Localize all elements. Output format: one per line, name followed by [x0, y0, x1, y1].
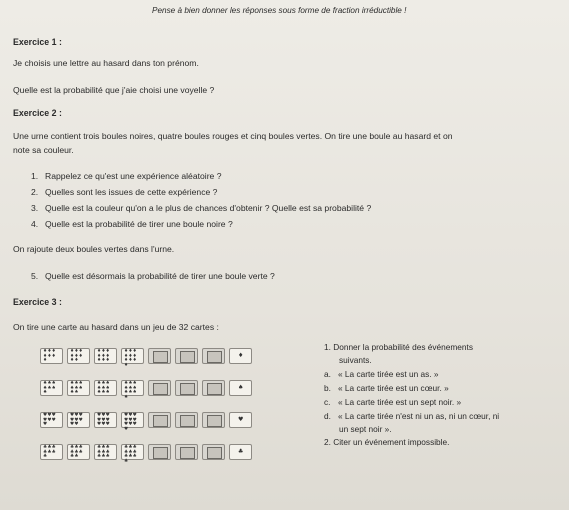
playing-card — [67, 412, 90, 428]
playing-card — [121, 412, 144, 432]
playing-card — [175, 380, 198, 396]
playing-card — [121, 348, 144, 368]
playing-card — [229, 444, 252, 460]
question-number: 1. — [31, 171, 39, 181]
ace-pip-icon: ♦ — [238, 352, 244, 359]
ace-pip-icon: ♣ — [238, 448, 244, 455]
playing-card — [229, 380, 252, 396]
card-pips-icon: ♠♠♠♠♠♠♠♠♠ — [97, 381, 110, 396]
playing-card — [121, 380, 144, 400]
exercise-1-line-1: Je choisis une lettre au hasard dans ton prénom. — [13, 58, 199, 68]
card-pips-icon: ♣♣♣♣♣♣♣ — [43, 445, 56, 460]
exercise-2-question-4 — [31, 219, 233, 230]
playing-card — [94, 444, 117, 460]
event-letter: d. — [324, 411, 331, 421]
exercise-3-intro: On tire une carte au hasard dans un jeu de 32 cartes : — [13, 322, 219, 332]
face-card-figure-icon — [153, 415, 168, 427]
exercise-2-question-3 — [31, 203, 371, 214]
playing-card — [175, 348, 198, 364]
face-card-figure-icon — [180, 383, 195, 395]
exercise-3-q1-line-1: 1. Donner la probabilité des événements — [324, 342, 473, 352]
question-number: 4. — [31, 219, 39, 229]
face-card-figure-icon — [153, 447, 168, 459]
face-card-figure-icon — [153, 383, 168, 395]
event-text: « La carte tirée est un sept noir. » — [338, 397, 462, 407]
question-text: Quelle est désormais la probabilité de tirer une boule verte ? — [45, 271, 275, 281]
exercise-3-event-a — [324, 369, 439, 380]
face-card-figure-icon — [207, 383, 222, 395]
header-note: Pense à bien donner les réponses sous forme de fraction irréductible ! — [152, 6, 407, 15]
exercise-2-addition: On rajoute deux boules vertes dans l'urne. — [13, 244, 175, 254]
playing-card — [202, 348, 225, 364]
card-pips-icon: ♣♣♣♣♣♣♣♣♣ — [97, 445, 110, 460]
playing-card — [202, 380, 225, 396]
exercise-3-question-2: 2. Citer un événement impossible. — [324, 437, 450, 447]
question-text: Quelle est la couleur qu'on a le plus de chances d'obtenir ? Quelle est sa probabilité ? — [45, 203, 372, 213]
playing-card — [202, 412, 225, 428]
face-card-figure-icon — [180, 415, 195, 427]
card-pips-icon: ♦♦♦♦♦♦♦ — [43, 349, 56, 364]
face-card-figure-icon — [180, 351, 195, 363]
exercise-3-event-d-continued: un sept noir ». — [339, 424, 392, 434]
card-pips-icon: ♦♦♦♦♦♦♦♦ — [70, 349, 83, 364]
face-card-figure-icon — [207, 415, 222, 427]
event-text: « La carte tirée est un cœur. » — [338, 383, 449, 393]
question-number: 2. — [31, 187, 39, 197]
playing-card — [40, 412, 63, 428]
playing-card — [175, 444, 198, 460]
event-text: « La carte tirée est un as. » — [338, 369, 439, 379]
playing-card — [94, 348, 117, 364]
face-card-figure-icon — [180, 447, 195, 459]
playing-card — [40, 380, 63, 396]
playing-card — [175, 412, 198, 428]
card-pips-icon: ♠♠♠♠♠♠♠♠ — [70, 381, 83, 396]
playing-card — [67, 380, 90, 396]
card-pips-icon: ♠♠♠♠♠♠♠ — [43, 381, 56, 396]
card-pips-icon: ♥♥♥♥♥♥♥♥♥♥ — [124, 413, 137, 432]
playing-card — [229, 412, 252, 428]
playing-card — [148, 412, 171, 428]
playing-card — [202, 444, 225, 460]
playing-card — [67, 444, 90, 460]
playing-card — [40, 444, 63, 460]
exercise-3-q1-line-2: suivants. — [339, 355, 372, 365]
playing-card — [148, 348, 171, 364]
exercise-2-question-2 — [31, 187, 217, 198]
playing-card — [229, 348, 252, 364]
event-letter: c. — [324, 397, 331, 407]
question-number: 5. — [31, 271, 39, 281]
question-text: Quelles sont les issues de cette expérience ? — [45, 187, 218, 197]
playing-card — [67, 348, 90, 364]
question-number: 3. — [31, 203, 39, 213]
playing-card — [148, 444, 171, 460]
exercise-3-event-c — [324, 397, 461, 408]
exercise-1-title: Exercice 1 : — [13, 37, 62, 47]
playing-card — [94, 412, 117, 428]
card-pips-icon: ♠♠♠♠♠♠♠♠♠♠ — [124, 381, 137, 400]
card-deck-image — [40, 341, 250, 481]
card-pips-icon: ♦♦♦♦♦♦♦♦♦♦ — [124, 349, 137, 368]
exercise-2-title: Exercice 2 : — [13, 108, 62, 118]
card-pips-icon: ♦♦♦♦♦♦♦♦♦ — [97, 349, 110, 364]
question-text: Rappelez ce qu'est une expérience aléatoire ? — [45, 171, 222, 181]
question-text: Quelle est la probabilité de tirer une boule noire ? — [45, 219, 233, 229]
exercise-2-question-5 — [31, 271, 275, 282]
face-card-figure-icon — [207, 351, 222, 363]
exercise-3-event-d — [324, 411, 499, 422]
card-pips-icon: ♥♥♥♥♥♥♥♥ — [70, 413, 83, 428]
exercise-2-intro-line-2: note sa couleur. — [13, 145, 74, 155]
event-letter: a. — [324, 369, 331, 379]
event-text: « La carte tirée n'est ni un as, ni un cœur, ni — [338, 411, 500, 421]
card-pips-icon: ♥♥♥♥♥♥♥ — [43, 413, 56, 428]
playing-card — [148, 380, 171, 396]
card-pips-icon: ♣♣♣♣♣♣♣♣♣♣ — [124, 445, 137, 464]
ace-pip-icon: ♠ — [238, 384, 244, 391]
ace-pip-icon: ♥ — [238, 416, 244, 423]
card-pips-icon: ♥♥♥♥♥♥♥♥♥ — [97, 413, 110, 428]
playing-card — [94, 380, 117, 396]
exercise-2-intro-line-1: Une urne contient trois boules noires, quatre boules rouges et cinq boules vertes. On tire une boule au hasard et on — [13, 131, 453, 141]
playing-card — [121, 444, 144, 464]
face-card-figure-icon — [207, 447, 222, 459]
exercise-3-title: Exercice 3 : — [13, 297, 62, 307]
face-card-figure-icon — [153, 351, 168, 363]
exercise-2-question-1 — [31, 171, 222, 182]
playing-card — [40, 348, 63, 364]
event-letter: b. — [324, 383, 331, 393]
card-pips-icon: ♣♣♣♣♣♣♣♣ — [70, 445, 83, 460]
exercise-3-event-b — [324, 383, 449, 394]
exercise-1-line-2: Quelle est la probabilité que j'aie choisi une voyelle ? — [13, 85, 215, 95]
